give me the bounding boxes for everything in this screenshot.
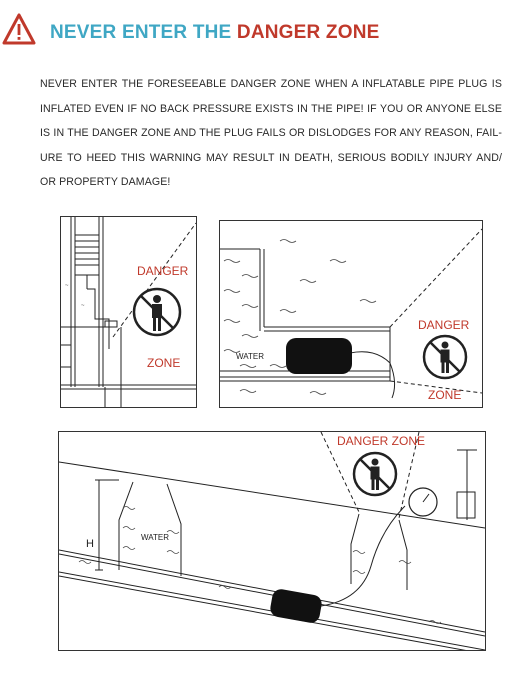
height-label: H: [86, 538, 94, 550]
warning-triangle-icon: [2, 12, 36, 46]
sloped-pipe-illustration: [59, 432, 485, 650]
panel3-danger-zone-label: DANGER ZONE: [337, 434, 426, 448]
svg-text:~: ~: [65, 283, 69, 289]
page-title: [50, 22, 380, 44]
svg-text:~: ~: [81, 303, 85, 309]
no-entry-person-icon: [424, 336, 466, 378]
pipe-plug: [286, 338, 352, 374]
manhole-illustration: [61, 217, 196, 407]
panel1-zone-label: ZONE: [147, 356, 181, 370]
title-part-red: DANGER ZONE: [236, 22, 380, 43]
panel2-zone-label: ZONE: [428, 388, 462, 402]
pipe-plug-illustration: [220, 221, 482, 407]
panel1-danger-label: DANGER: [137, 264, 189, 278]
illustration-panel-pipe: [219, 220, 483, 408]
illustration-panel-manhole: [60, 216, 197, 408]
illustration-panel-sloped-pipe: [58, 431, 486, 651]
warning-paragraph: NEVER ENTER THE FORESEEABLE DANGER ZONE WHEN A INFLATABLE PIPE PLUG IS INFLATED EVEN IF NO BACK PRESSURE EXISTS IN THE PIPE! IF YOU OR ANYONE ELSE IS IN THE DANGER ZONE AND THE PLUG FAILS OR DISLODGES FOR ANY REASON, FAIL-URE TO HEED THIS WARNING MAY RESULT IN DEATH, SERIOUS BODILY INJURY AND/ OR PROPERTY DAMAGE!: [40, 78, 502, 188]
page-header: [0, 10, 505, 50]
no-entry-person-icon: [354, 453, 396, 495]
panel3-water-label: WATER: [141, 533, 169, 542]
panel2-water-label: WATER: [236, 352, 264, 361]
no-entry-person-icon: [134, 289, 180, 335]
title-part-blue: NEVER ENTER THE: [50, 22, 232, 43]
pipe-plug: [269, 588, 323, 624]
panel2-danger-label: DANGER: [418, 318, 470, 332]
